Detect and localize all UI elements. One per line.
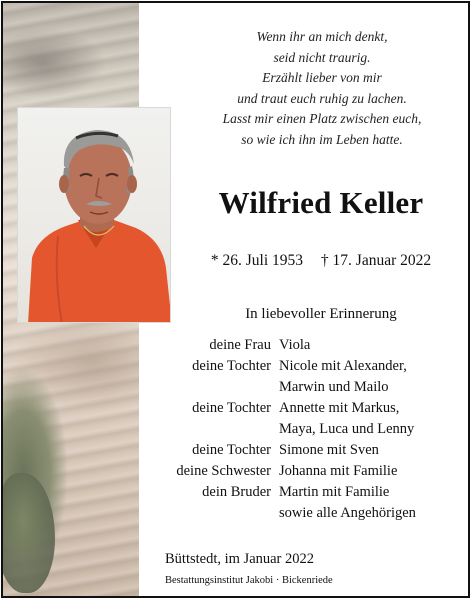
family-row — [153, 335, 470, 356]
relation-label: dein Bruder — [202, 484, 271, 500]
relation-label: deine Tochter — [192, 442, 271, 458]
family-row — [153, 398, 470, 419]
relative-names: Johanna mit Familie — [279, 463, 398, 479]
deceased-name: Wilfried Keller — [218, 185, 424, 220]
family-row-continued — [153, 503, 470, 524]
relation-label: deine Tochter — [192, 358, 271, 374]
birth-date: * 26. Juli 1953 — [210, 252, 304, 269]
family-row-continued — [153, 419, 470, 440]
family-row — [153, 461, 470, 482]
relative-names: Simone mit Sven — [279, 442, 379, 458]
relation-label: deine Schwester — [176, 463, 271, 479]
relative-names: Maya, Luca und Lenny — [279, 421, 415, 437]
poem-line: und traut euch ruhig zu lachen. — [237, 90, 407, 106]
poem-line: seid nicht traurig. — [273, 49, 371, 65]
family-row — [153, 440, 470, 461]
relative-names: Marwin und Mailo — [279, 379, 389, 395]
poem-line: Erzählt lieber von mir — [262, 70, 382, 85]
relative-names: Annette mit Markus, — [279, 400, 400, 416]
place-and-date: Büttstedt, im Januar 2022 — [165, 551, 315, 567]
family-row-continued — [153, 377, 470, 398]
relation-label: deine Frau — [209, 337, 271, 353]
relative-names: Nicole mit Alexander, — [279, 358, 407, 374]
relative-names: Martin mit Familie — [279, 484, 390, 500]
family-row — [153, 356, 470, 377]
family-list — [153, 335, 470, 524]
life-dates — [175, 252, 467, 270]
family-row — [153, 482, 470, 503]
funeral-home: Bestattungsinstitut Jakobi · Bickenriede — [165, 575, 333, 586]
relative-names: Viola — [279, 337, 311, 353]
relative-names: sowie alle Angehörigen — [279, 505, 416, 521]
portrait-photo — [17, 107, 171, 323]
memorial-poem — [177, 27, 467, 150]
poem-line: Wenn ihr an mich denkt, — [256, 29, 388, 44]
obituary-card — [1, 1, 470, 598]
poem-line: Lasst mir einen Platz zwischen euch, — [222, 111, 422, 126]
poem-line: so wie ich ihn im Leben hatte. — [241, 131, 403, 147]
portrait-illustration — [18, 108, 171, 323]
death-date: † 17. Januar 2022 — [320, 252, 432, 269]
relation-label: deine Tochter — [192, 400, 271, 416]
memory-intro: In liebevoller Erinnerung — [245, 306, 397, 322]
rock-image — [1, 473, 55, 593]
